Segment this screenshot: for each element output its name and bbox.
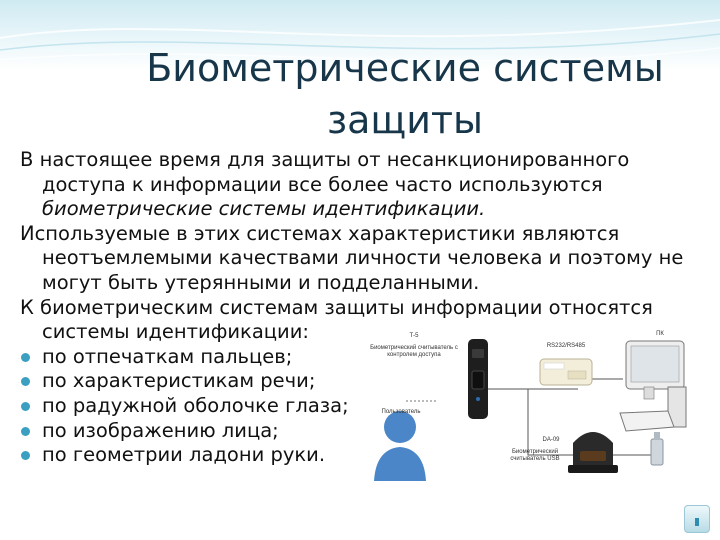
- pc-label: ПК: [656, 331, 664, 337]
- paragraph-intro: [20, 148, 710, 222]
- bullet-dot-icon: [21, 451, 30, 460]
- slide-title: Биометрические системы защиты: [146, 46, 664, 142]
- intro-text: В настоящее время для защиты от несанкционированного доступа к информации все более часто используются: [20, 148, 630, 196]
- t5-reader-icon: [468, 339, 488, 419]
- converter-icon: [540, 359, 592, 385]
- list-item: по радужной оболочке глаза;: [20, 394, 710, 419]
- nav-arrow-icon: [695, 518, 699, 526]
- t5-caption: Биометрический считыватель с контролем доступа: [370, 345, 458, 358]
- nav-button-icon[interactable]: [684, 505, 710, 533]
- list-item: по характеристикам речи;: [20, 369, 710, 394]
- list-item: по отпечаткам пальцев;: [20, 345, 710, 370]
- da-label: DA-09: [542, 437, 560, 443]
- bullet-dot-icon: [21, 402, 30, 411]
- biometric-system-diagram: [368, 331, 690, 483]
- user-label: Пользователь: [381, 409, 421, 415]
- user-icon: [374, 411, 426, 481]
- paragraph-systems: К биометрическим системам защиты информации относятся системы идентификации:: [20, 295, 653, 344]
- usb-cable-icon: [651, 432, 663, 465]
- rs-label: RS232/RS485: [546, 343, 586, 349]
- intro-italic: биометрические системы идентификации.: [42, 197, 486, 221]
- bullet-dot-icon: [21, 377, 30, 386]
- paragraph-characteristics: Используемые в этих системах характеристики являются неотъемлемыми качествами личности человека и поэтому не могут быть утерянными и подделанными.: [20, 221, 684, 294]
- t5-label: Т-5: [409, 333, 419, 339]
- bullet-dot-icon: [21, 353, 30, 362]
- list-item: по геометрии ладони руки.: [20, 443, 710, 468]
- pc-icon: [620, 341, 686, 431]
- da-caption: Биометрический считыватель USB: [510, 449, 560, 462]
- bullet-dot-icon: [21, 427, 30, 436]
- list-item: по изображению лица;: [20, 419, 710, 444]
